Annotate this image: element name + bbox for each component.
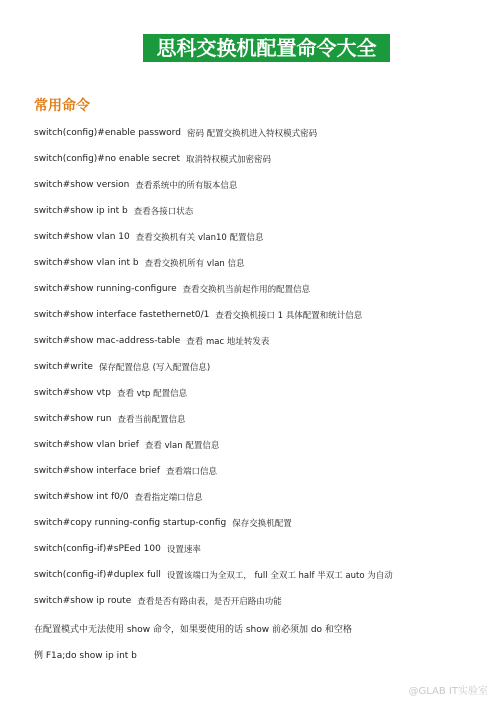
- command-description: 查看交换机有关 vlan10 配置信息: [135, 233, 264, 243]
- command-text: switch(config-if)#sPEed 100: [34, 544, 161, 554]
- command-row: [34, 198, 484, 224]
- command-text: switch#show vlan brief: [34, 440, 139, 450]
- command-description: 设置该端口为全双工， full 全双工 half 半双工 auto 为自动: [166, 571, 393, 581]
- command-description: 查看交换机所有 vlan 信息: [144, 259, 245, 269]
- command-row: [34, 510, 484, 536]
- command-description: 查看系统中的所有版本信息: [135, 181, 238, 191]
- command-text: switch#show vlan 10: [34, 232, 130, 242]
- watermark: @GLAB IT实验室: [408, 686, 488, 697]
- command-description: 查看各接口状态: [133, 207, 194, 217]
- command-text: switch#show ip route: [34, 596, 132, 606]
- command-description: 查看交换机当前起作用的配置信息: [182, 285, 311, 295]
- command-row: [34, 224, 484, 250]
- command-description: 查看指定端口信息: [134, 493, 203, 503]
- command-description: 查看 vlan 配置信息: [144, 441, 220, 451]
- command-text: switch(config)#enable password: [34, 128, 181, 138]
- command-row: [34, 458, 484, 484]
- section-heading: 常用命令: [34, 98, 90, 114]
- page-title: 思科交换机配置命令大全: [143, 34, 390, 62]
- command-text: switch#show running-configure: [34, 284, 177, 294]
- command-text: switch(config-if)#duplex full: [34, 570, 161, 580]
- command-row: [34, 536, 484, 562]
- command-description: 设置速率: [166, 545, 201, 555]
- command-row: [34, 172, 484, 198]
- command-text: switch#show int f0/0: [34, 492, 129, 502]
- command-row: [34, 484, 484, 510]
- command-row: [34, 250, 484, 276]
- command-text: switch(config)#no enable secret: [34, 154, 181, 164]
- command-row: [34, 588, 484, 614]
- command-description: 密码 配置交换机进入特权模式密码: [186, 129, 318, 139]
- command-text: switch#write: [34, 362, 93, 372]
- command-description: 取消特权模式加密密码: [186, 155, 272, 165]
- example-line: 例 F1a;do show ip int b: [34, 651, 137, 661]
- command-row: [34, 120, 484, 146]
- command-row: [34, 302, 484, 328]
- command-row: [34, 562, 484, 588]
- command-text: switch#show vlan int b: [34, 258, 139, 268]
- command-list: [34, 120, 484, 614]
- command-row: [34, 432, 484, 458]
- command-row: [34, 276, 484, 302]
- command-text: switch#show ip int b: [34, 206, 128, 216]
- command-text: switch#show interface fastethernet0/1: [34, 310, 210, 320]
- command-text: switch#show version: [34, 180, 130, 190]
- command-text: switch#show vtp: [34, 388, 111, 398]
- command-row: [34, 146, 484, 172]
- command-description: 查看 vtp 配置信息: [116, 389, 188, 399]
- command-text: switch#show run: [34, 414, 112, 424]
- command-text: switch#show interface brief: [34, 466, 161, 476]
- command-description: 查看是否有路由表，是否开启路由功能: [137, 597, 282, 607]
- command-description: 保存配置信息 (写入配置信息): [98, 363, 211, 373]
- command-description: 查看当前配置信息: [117, 415, 186, 425]
- command-description: 查看端口信息: [166, 467, 218, 477]
- command-text: switch#show mac-address-table: [34, 336, 181, 346]
- command-row: [34, 328, 484, 354]
- command-description: 查看 mac 地址转发表: [186, 337, 270, 347]
- command-row: [34, 354, 484, 380]
- command-row: [34, 380, 484, 406]
- command-text: switch#copy running-config startup-config: [34, 518, 227, 528]
- command-description: 查看交换机接口 1 具体配置和统计信息: [215, 311, 363, 321]
- command-row: [34, 406, 484, 432]
- command-description: 保存交换机配置: [232, 519, 292, 529]
- note-line: 在配置模式中无法使用 show 命令，如果要使用的话 show 前必须加 do 和空格: [34, 625, 352, 635]
